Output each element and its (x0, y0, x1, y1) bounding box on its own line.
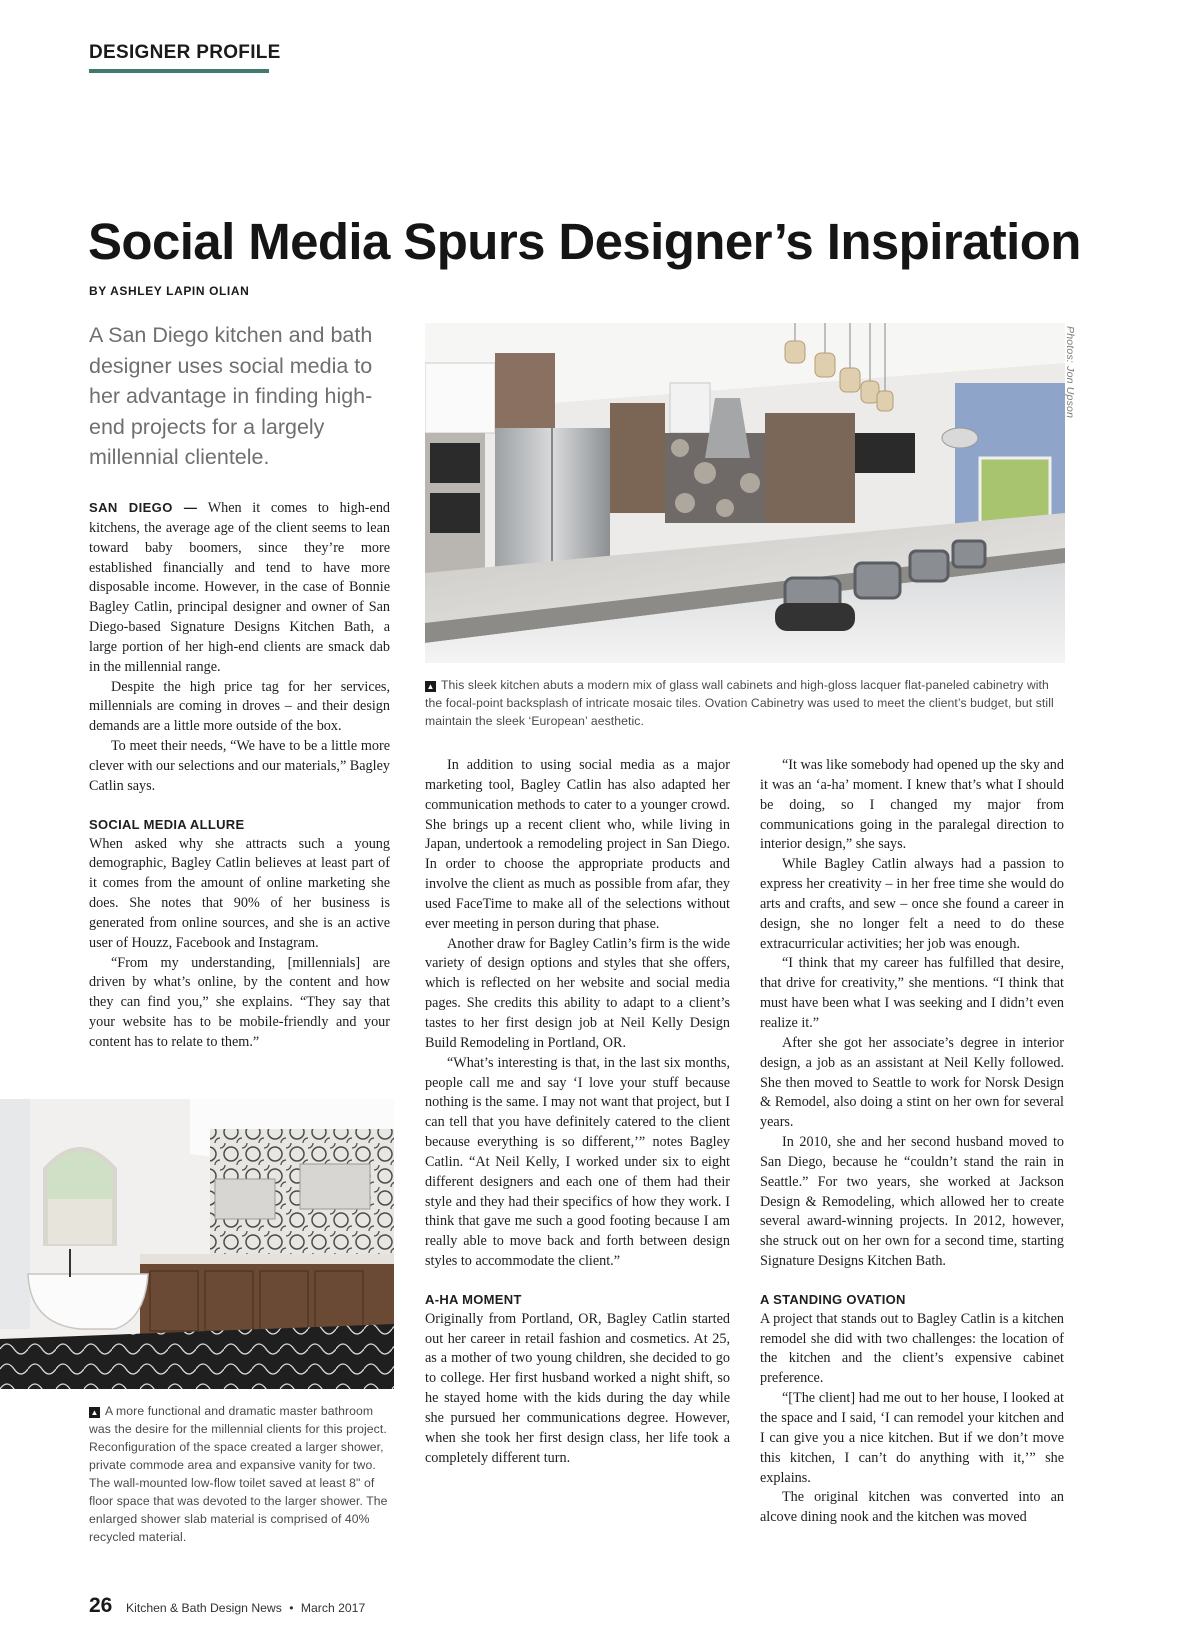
page-number: 26 (89, 1594, 113, 1617)
section-label: DESIGNER PROFILE (89, 42, 281, 63)
kitchen-photo (425, 323, 1065, 663)
dateline: SAN DIEGO — (89, 500, 198, 515)
kitchen-caption-text: This sleek kitchen abuts a modern mix of glass wall cabinets and high-gloss lacquer flat-paneled cabinetry with the focal-point backsplash of intricate mosaic tiles. Ovation Cabinetry was used to meet the client’s budget, but still maintain the sleek ‘European’ aesthetic. (425, 678, 1054, 728)
subhead-a-ha-moment: A-HA MOMENT (425, 1291, 522, 1307)
paragraph: Originally from Portland, OR, Bagley Catlin started out her career in retail fashion and cosmetics. At 25, as a mother of two young children, she decided to go to college. Her first husband worked a night shift, so he stayed home with the kids during the day while she pursued her communications degree. However, when she took her first design class, her life took a completely different turn. (425, 1310, 730, 1466)
paragraph: When asked why she attracts such a young demographic, Bagley Catlin believes at least part of it comes from the amount of online marketing she does. She notes that 90% of her business is generated from online sources, and she is an active user of Houzz, Facebook and Instagram. (89, 835, 390, 951)
caption-arrow-icon: ▲ (426, 682, 435, 691)
paragraph: “I think that my career has fulfilled that desire, that drive for creativity,” she mentions. “I think that must have been what I was seeking and I didn’t even realize it.” (760, 955, 1064, 1031)
footer-separator: • (289, 1601, 294, 1615)
article-column-1 (89, 498, 390, 1053)
article-title: Social Media Spurs Designer’s Inspiration (88, 213, 1081, 270)
paragraph: While Bagley Catlin always had a passion to express her creativity – in her free time she would do arts and crafts, and sew – once she found a career in design, she no longer felt a need to do these extracurricular activities; her job was enough. (760, 856, 1064, 952)
paragraph: To meet their needs, “We have to be a little more clever with our selections and our materials,” Bagley Catlin says. (89, 738, 390, 794)
paragraph: “From my understanding, [millennials] are driven by what’s online, by the content and how they can find you,” she explains. “They say that your website has to be mobile-friendly and your content has to relate to them.” (89, 954, 390, 1050)
subhead-a-standing-ovation: A STANDING OVATION (760, 1291, 906, 1307)
paragraph: The original kitchen was converted into an alcove dining nook and the kitchen was moved (760, 1489, 1064, 1526)
paragraph: Despite the high price tag for her services, millennials are coming in droves – and their design demands are a little more outside of the box. (89, 678, 390, 735)
issue-date: March 2017 (300, 1601, 366, 1615)
paragraph: “[The client] had me out to her house, I looked at the space and I said, ‘I can remodel your kitchen and I can give you a nice kitchen. But if we don’t move this kitchen, I can’t do anything with it,’” she explains. (760, 1390, 1064, 1486)
photo-credit: Photos: Jon Upson (1064, 326, 1076, 419)
caption-arrow-icon: ▲ (90, 1408, 99, 1417)
publication-name: Kitchen & Bath Design News (126, 1601, 282, 1615)
paragraph: After she got her associate’s degree in interior design, a job as an assistant at Neil Kelly followed. She then moved to Seattle to work for Norsk Design & Remodel, also doing a stint on her own for several years. (760, 1034, 1064, 1131)
publication-line (126, 1601, 365, 1615)
paragraph: When it comes to high-end kitchens, the average age of the client seems to lean toward baby boomers, since they’re more established financially and tend to have more disposable income. However, in the case of Bonnie Bagley Catlin, principal designer and owner of San Diego-based Signature Designs Kitchen Bath, a large portion of her high-end clients are smack dab in the millennial range. (89, 500, 391, 675)
bathroom-caption-text: A more functional and dramatic master bathroom was the desire for the millennial clients for this project. Reconfiguration of the space created a larger shower, private commode area and expansive vanity for two. The wall-mounted low-flow toilet saved at least 8" of floor space that was devoted to the larger shower. The enlarged shower slab material is comprised of 40% recycled material. (89, 1404, 388, 1544)
article-column-2 (425, 756, 730, 1469)
bathroom-caption (89, 1402, 393, 1546)
kitchen-caption (425, 676, 1065, 730)
paragraph: A project that stands out to Bagley Catlin is a kitchen remodel she did with two challenges: the location of the kitchen and the client’s expensive cabinet preference. (760, 1310, 1064, 1387)
paragraph: “What’s interesting is that, in the last six months, people call me and say ‘I love your stuff because nothing is the same. I may not want that project, but I can tell that you have definitely catered to the client because everything is so different,’” notes Bagley Catlin. “At Neil Kelly, I worked under six to eight different designers and each one of them had their style and they had their specifics of how they work. I think that gave me such a good footing because I am really able to move back and forth between design styles to accommodate the client.” (425, 1054, 730, 1270)
paragraph: “It was like somebody had opened up the sky and it was an ‘a-ha’ moment. I knew that’s what I should be doing, so I changed my major from communications going in the paralegal direction to interior design,” she says. (760, 757, 1064, 853)
section-rule (89, 69, 269, 73)
byline: BY ASHLEY LAPIN OLIAN (89, 284, 250, 298)
article-column-3 (760, 756, 1064, 1528)
subhead-social-media-allure: SOCIAL MEDIA ALLURE (89, 816, 245, 832)
bathroom-photo (0, 1099, 394, 1389)
article-deck: A San Diego kitchen and bath designer uses social media to her advantage in finding high-end projects for a largely millennial clientele. (89, 323, 373, 469)
paragraph: In 2010, she and her second husband moved to San Diego, because he “couldn’t stand the rain in Seattle.” For two years, she worked at Jackson Design & Remodeling, which allowed her to create several award-winning projects. In 2012, however, she struck out on her own for a second time, starting Signature Designs Kitchen Bath. (760, 1134, 1064, 1270)
paragraph: Another draw for Bagley Catlin’s firm is the wide variety of design options and styles that she offers, which is reflected on her website and social media pages. She credits this ability to adapt to a client’s tastes to her first design job at Neil Kelly Design Build Remodeling in Portland, OR. (425, 935, 730, 1051)
paragraph: In addition to using social media as a major marketing tool, Bagley Catlin has also adapted her communication methods to cater to a younger crowd. She brings up a recent client who, while living in Japan, undertook a remodeling project in San Diego. In order to choose the appropriate products and involve the client as much as possible from afar, they used FaceTime to make all of the selections without ever meeting in person during that phase. (425, 757, 730, 932)
